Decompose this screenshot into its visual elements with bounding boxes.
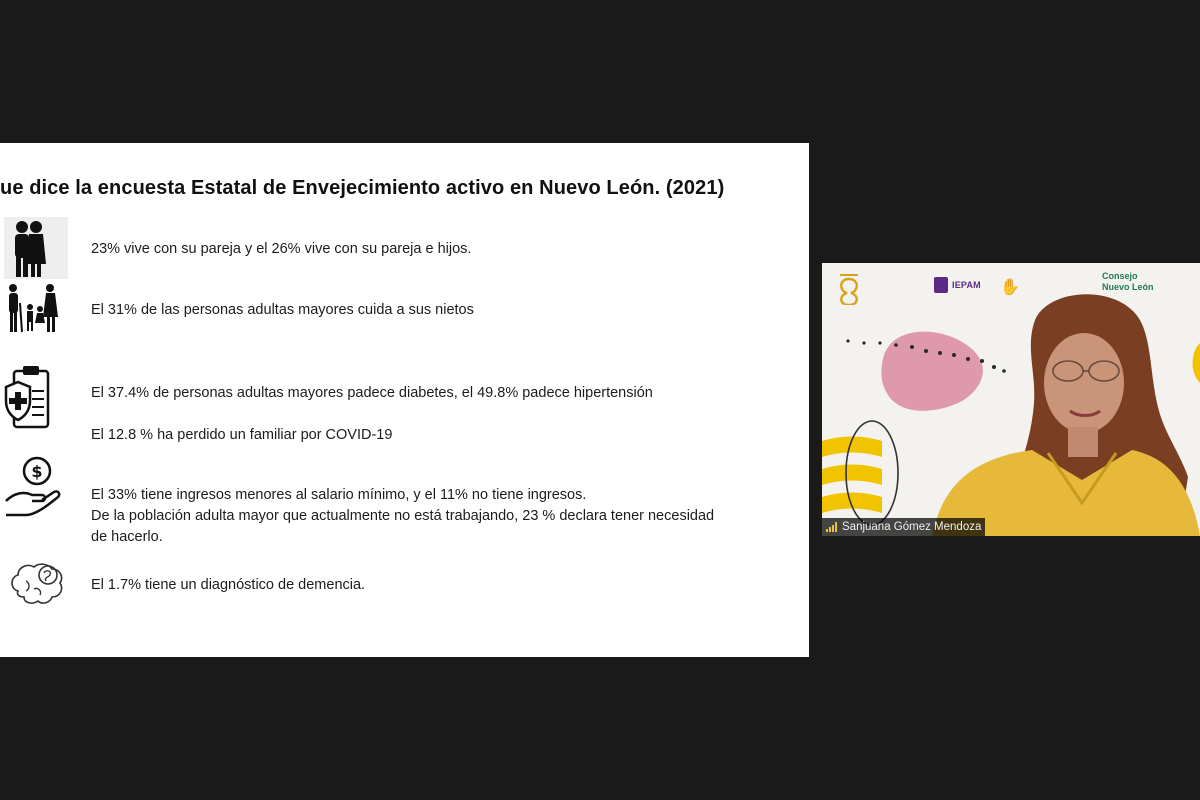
video-background (822, 263, 1200, 536)
participant-name-tag (822, 518, 985, 536)
consejo-logo-line2: Nuevo León (1102, 282, 1154, 292)
stat-row-income (0, 455, 809, 551)
money-hand-icon (4, 455, 64, 521)
participant-video-tile[interactable] (822, 263, 1200, 536)
elderly-couple-icon (4, 217, 68, 279)
iepam-logo-text: IEPAM (952, 280, 981, 290)
stat-text-dementia (91, 575, 365, 596)
stat-row-covid (0, 423, 809, 447)
stat-line: El 1.7% tiene un diagnóstico de demencia. (91, 577, 366, 593)
consejo-logo-line1: Consejo (1102, 271, 1138, 281)
stat-text-couple (91, 239, 471, 260)
participant-name: Sanjuana Gómez Mendoza (842, 521, 982, 533)
brain-icon (8, 561, 66, 613)
stat-line: El 31% de las personas adultas mayores cuida a sus nietos (91, 302, 474, 318)
connection-signal-icon (826, 522, 837, 532)
stat-line: 23% vive con su pareja y el 26% vive con su pareja e hijos. (91, 241, 472, 257)
stat-row-couple (0, 217, 809, 279)
stat-line: De la población adulta mayor que actualmente no está trabajando, 23 % declara tener necesidad (91, 508, 715, 524)
slide-title: ue dice la encuesta Estatal de Envejecimiento activo en Nuevo León. (2021) (0, 177, 725, 199)
logo-iepam (934, 277, 981, 293)
health-clipboard-icon (4, 361, 52, 429)
stat-line: El 37.4% de personas adultas mayores padece diabetes, el 49.8% padece hipertensión (91, 385, 653, 401)
iepam-badge-icon (934, 277, 948, 293)
shared-screen-slide (0, 143, 809, 657)
stat-text-diabetes (91, 383, 653, 404)
stat-row-grandchildren (0, 281, 809, 337)
stat-text-covid (91, 425, 392, 446)
stat-line: El 33% tiene ingresos menores al salario mínimo, y el 11% no tiene ingresos. (91, 487, 587, 503)
stat-line: El 12.8 % ha perdido un familiar por COVID-19 (91, 427, 393, 443)
stat-row-dementia (0, 559, 809, 615)
stat-line: de hacerlo. (91, 529, 163, 545)
logo-consejo-nuevo-leon (1102, 271, 1154, 293)
stat-text-income (91, 485, 714, 548)
svg-text:$: $ (31, 462, 43, 481)
family-grandchildren-icon (4, 281, 60, 337)
stat-row-diabetes (0, 361, 809, 429)
stat-text-grandchildren (91, 300, 474, 321)
logo-left-icon (836, 271, 862, 308)
hand-logo-icon: ✋ (1000, 279, 1020, 296)
